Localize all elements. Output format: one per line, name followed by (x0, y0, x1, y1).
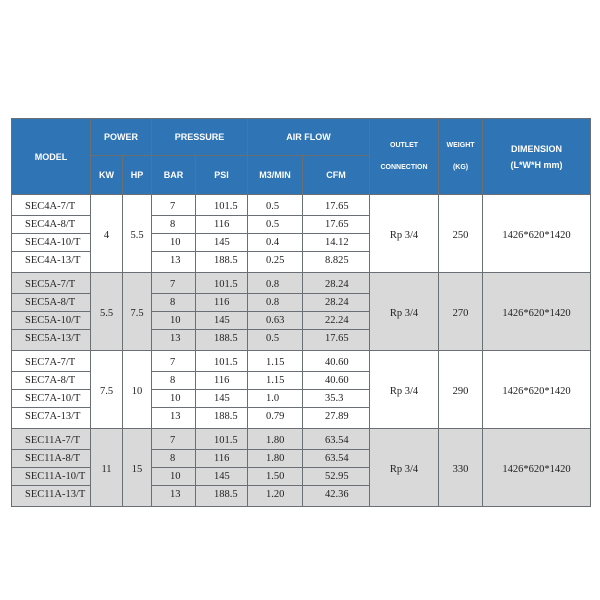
outlet-cell: Rp 3/4 (370, 429, 439, 507)
bar-cell: 7 (152, 429, 196, 450)
m3min-cell: 0.4 (248, 234, 303, 252)
hp-cell: 10 (123, 351, 152, 429)
hp-cell: 15 (123, 429, 152, 507)
m3min-cell: 0.5 (248, 330, 303, 351)
bar-cell: 7 (152, 351, 196, 372)
header-outlet-line1: OUTLET (390, 141, 419, 149)
model-cell: SEC11A-10/T (12, 468, 91, 486)
psi-cell: 145 (196, 468, 248, 486)
model-cell: SEC4A-10/T (12, 234, 91, 252)
psi-cell: 116 (196, 216, 248, 234)
model-cell: SEC5A-8/T (12, 294, 91, 312)
psi-cell: 116 (196, 372, 248, 390)
header-hp: HP (123, 156, 152, 195)
bar-cell: 8 (152, 216, 196, 234)
bar-cell: 10 (152, 390, 196, 408)
cfm-cell: 28.24 (303, 294, 370, 312)
header-psi: PSI (196, 156, 248, 195)
m3min-cell: 0.8 (248, 273, 303, 294)
model-cell: SEC11A-7/T (12, 429, 91, 450)
header-outlet-connection (370, 119, 439, 195)
table-row (12, 351, 591, 372)
bar-cell: 13 (152, 408, 196, 429)
header-kw: KW (91, 156, 123, 195)
cfm-cell: 8.825 (303, 252, 370, 273)
cfm-cell: 40.60 (303, 351, 370, 372)
outlet-cell: Rp 3/4 (370, 195, 439, 273)
m3min-cell: 1.80 (248, 450, 303, 468)
weight-cell: 250 (439, 195, 483, 273)
psi-cell: 188.5 (196, 330, 248, 351)
cfm-cell: 63.54 (303, 450, 370, 468)
cfm-cell: 52.95 (303, 468, 370, 486)
model-cell: SEC7A-10/T (12, 390, 91, 408)
cfm-cell: 35.3 (303, 390, 370, 408)
bar-cell: 8 (152, 294, 196, 312)
cfm-cell: 17.65 (303, 216, 370, 234)
dimension-cell: 1426*620*1420 (483, 429, 591, 507)
dimension-cell: 1426*620*1420 (483, 273, 591, 351)
header-weight (439, 119, 483, 195)
m3min-cell: 0.5 (248, 195, 303, 216)
bar-cell: 13 (152, 252, 196, 273)
header-dimension-line1: DIMENSION (511, 143, 563, 154)
bar-cell: 7 (152, 273, 196, 294)
outlet-cell: Rp 3/4 (370, 273, 439, 351)
bar-cell: 13 (152, 486, 196, 507)
header-cfm: CFM (303, 156, 370, 195)
psi-cell: 101.5 (196, 351, 248, 372)
header-power: POWER (91, 119, 152, 156)
psi-cell: 116 (196, 294, 248, 312)
header-pressure: PRESSURE (152, 119, 248, 156)
header-bar: BAR (152, 156, 196, 195)
kw-cell: 11 (91, 429, 123, 507)
kw-cell: 7.5 (91, 351, 123, 429)
m3min-cell: 1.80 (248, 429, 303, 450)
model-cell: SEC5A-13/T (12, 330, 91, 351)
cfm-cell: 27.89 (303, 408, 370, 429)
dimension-cell: 1426*620*1420 (483, 351, 591, 429)
bar-cell: 10 (152, 234, 196, 252)
cfm-cell: 42.36 (303, 486, 370, 507)
psi-cell: 101.5 (196, 195, 248, 216)
m3min-cell: 1.0 (248, 390, 303, 408)
bar-cell: 8 (152, 450, 196, 468)
model-cell: SEC4A-8/T (12, 216, 91, 234)
bar-cell: 8 (152, 372, 196, 390)
model-cell: SEC7A-8/T (12, 372, 91, 390)
cfm-cell: 17.65 (303, 330, 370, 351)
model-group-sec4a (12, 195, 591, 273)
m3min-cell: 1.15 (248, 372, 303, 390)
header-weight-line2: (KG) (452, 163, 469, 171)
table-row (12, 429, 591, 450)
hp-cell: 5.5 (123, 195, 152, 273)
model-cell: SEC5A-10/T (12, 312, 91, 330)
psi-cell: 188.5 (196, 252, 248, 273)
psi-cell: 188.5 (196, 486, 248, 507)
model-cell: SEC5A-7/T (12, 273, 91, 294)
m3min-cell: 1.15 (248, 351, 303, 372)
m3min-cell: 0.25 (248, 252, 303, 273)
cfm-cell: 22.24 (303, 312, 370, 330)
header-weight-line1: WEIGHT (446, 141, 475, 149)
bar-cell: 7 (152, 195, 196, 216)
m3min-cell: 1.20 (248, 486, 303, 507)
bar-cell: 10 (152, 312, 196, 330)
model-cell: SEC7A-13/T (12, 408, 91, 429)
m3min-cell: 0.79 (248, 408, 303, 429)
psi-cell: 145 (196, 312, 248, 330)
m3min-cell: 0.63 (248, 312, 303, 330)
table-row (12, 273, 591, 294)
table-header (12, 119, 591, 195)
cfm-cell: 28.24 (303, 273, 370, 294)
header-model: MODEL (12, 119, 91, 195)
psi-cell: 101.5 (196, 429, 248, 450)
dimension-cell: 1426*620*1420 (483, 195, 591, 273)
header-m3min: M3/MIN (248, 156, 303, 195)
bar-cell: 10 (152, 468, 196, 486)
outlet-cell: Rp 3/4 (370, 351, 439, 429)
weight-cell: 330 (439, 429, 483, 507)
psi-cell: 145 (196, 390, 248, 408)
psi-cell: 188.5 (196, 408, 248, 429)
cfm-cell: 17.65 (303, 195, 370, 216)
model-cell: SEC4A-13/T (12, 252, 91, 273)
model-cell: SEC11A-8/T (12, 450, 91, 468)
psi-cell: 145 (196, 234, 248, 252)
model-group-sec11a (12, 429, 591, 507)
model-cell: SEC11A-13/T (12, 486, 91, 507)
cfm-cell: 40.60 (303, 372, 370, 390)
header-outlet-line2: CONNECTION (380, 163, 428, 171)
kw-cell: 5.5 (91, 273, 123, 351)
model-group-sec5a (12, 273, 591, 351)
model-group-sec7a (12, 351, 591, 429)
cfm-cell: 63.54 (303, 429, 370, 450)
m3min-cell: 0.5 (248, 216, 303, 234)
header-dimension-line2: (L*W*H mm) (510, 159, 563, 170)
weight-cell: 290 (439, 351, 483, 429)
header-air-flow: AIR FLOW (248, 119, 370, 156)
weight-cell: 270 (439, 273, 483, 351)
psi-cell: 116 (196, 450, 248, 468)
m3min-cell: 0.8 (248, 294, 303, 312)
psi-cell: 101.5 (196, 273, 248, 294)
spec-table (11, 118, 591, 507)
kw-cell: 4 (91, 195, 123, 273)
model-cell: SEC7A-7/T (12, 351, 91, 372)
bar-cell: 13 (152, 330, 196, 351)
m3min-cell: 1.50 (248, 468, 303, 486)
hp-cell: 7.5 (123, 273, 152, 351)
model-cell: SEC4A-7/T (12, 195, 91, 216)
cfm-cell: 14.12 (303, 234, 370, 252)
header-dimension (483, 119, 591, 195)
table-row (12, 195, 591, 216)
